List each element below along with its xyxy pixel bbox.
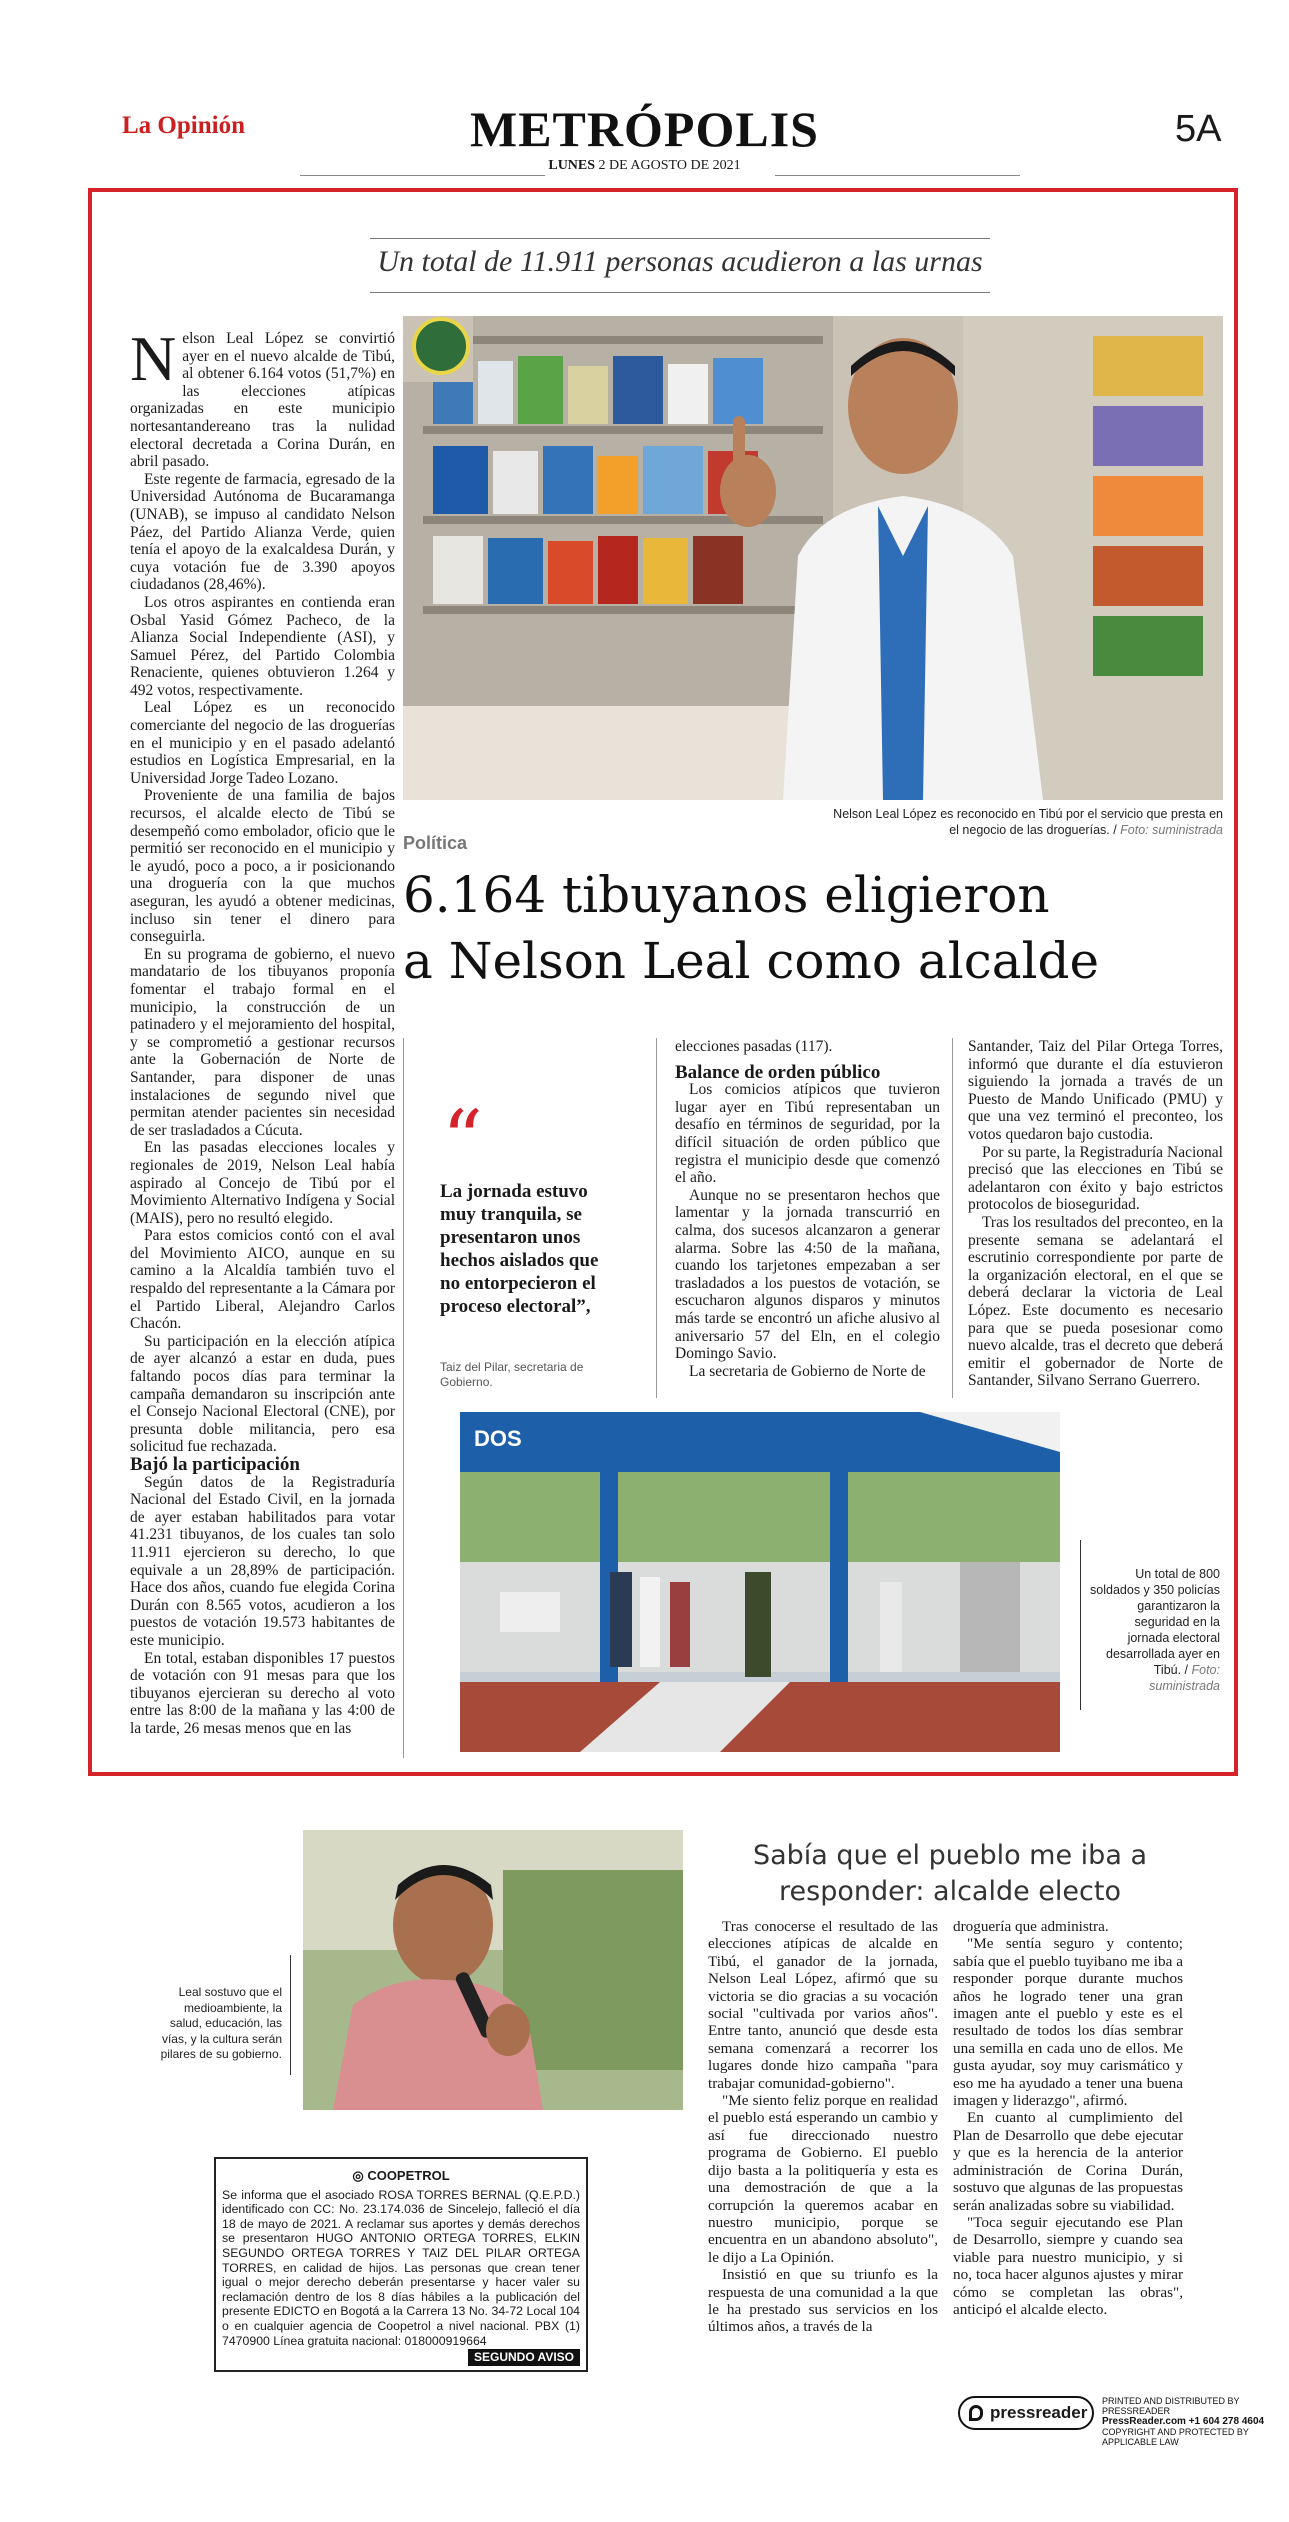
- paragraph: elecciones pasadas (117).: [675, 1038, 833, 1055]
- newspaper-logo: La Opinión: [122, 112, 245, 139]
- second-column-2: [953, 1918, 1183, 2318]
- legal-notice: [214, 2157, 588, 2372]
- pressreader-line-2: PressReader.com +1 604 278 4604: [1102, 2416, 1265, 2427]
- drop-cap: N: [130, 323, 177, 394]
- article-column-1: [130, 323, 395, 1738]
- mayor-photo-caption: Leal sostuvo que el medioambiente, la salud, educación, las vías, y la cultura serán pilares de su gobierno.: [160, 1985, 282, 2061]
- pressreader-icon: [969, 2405, 983, 2421]
- notice-text: Se informa que el asociado ROSA TORRES BERNAL (Q.E.P.D.) identificado con CC: No. 23.174.036 de Sincelejo, falleció el día 18 de mayo de 2021. A reclamar sus aportes y demás derechos se presentaron HUGO ANTONIO ORTEGA TORRES, ELKIN SEGUNDO ORTEGA TORRES Y TAIZ DEL PILAR ORTEGA TORRES, en calidad de hijos. Las personas que crean tener igual o mejor derecho deberán presentarse y hacer valer su reclamación dentro de los 8 días hábiles a la publicación del presente EDICTO en Bogotá a la Carrera 13 No. 34-72 Local 104 o en cualquier agencia de Coopetrol a nivel nacional. PBX (1) 7470900 Línea gratuita nacional: 018000919664: [222, 2187, 580, 2348]
- paragraph: Para estos comicios contó con el aval del Movimiento AICO, aunque en su camino a la Alcaldía también tuvo el respaldo del representante a la Cámara por el Partido Liberal, Alejandro Carlos Chacón.: [130, 1227, 395, 1333]
- pressreader-info: [1102, 2396, 1284, 2447]
- second-headline: Sabía que el pueblo me iba a responder: alcalde electo: [752, 1840, 1147, 1907]
- paragraph: En total, estaban disponibles 17 puestos de votación con 91 mesas para que los tibuyanos ejercieran su derecho al voto entre las 8:00 de la mañana y las 4:00 de la tarde, 26 mesas menos que en las: [130, 1649, 395, 1737]
- page-number: 5A: [1175, 108, 1222, 150]
- polling-station-photo: [460, 1412, 1060, 1752]
- paragraph: Leal López es un reconocido comerciante del negocio de las droguerías en el municipio y en el pasado adelantó estudios en Logística Empresarial, en la Universidad Jorge Tadeo Lozano.: [130, 699, 395, 787]
- article-column-2: [675, 1038, 940, 1380]
- kicker-rule-top: [370, 238, 990, 239]
- notice-tag: SEGUNDO AVISO: [468, 2349, 580, 2366]
- paragraph: En cuanto al cumplimiento del Plan de Desarrollo que debe ejecutar y que es la herencia de la anterior administración de Corina Durán, sostuvo que algunas de las propuestas serán analizadas sobre su viabilidad.: [953, 2109, 1183, 2214]
- pressreader-line-1: PRINTED AND DISTRIBUTED BY PRESSREADER: [1102, 2396, 1240, 2416]
- second-column-1: [708, 1918, 938, 2336]
- building-sign: DOS: [474, 1426, 522, 1451]
- headline: [403, 862, 1223, 994]
- paragraph: Los comicios atípicos que tuvieron lugar ayer en Tibú representaban un desafío en términos de seguridad, por la difícil situación de orden público que registra el municipio desde que comenzó el año.: [675, 1081, 940, 1187]
- masthead-rule-left: [300, 175, 545, 176]
- photo-credit: Foto: suministrada: [1120, 823, 1223, 837]
- masthead-rule-right: [775, 175, 1020, 176]
- paragraph: Tras los resultados del preconteo, en la presente semana se adelantará el escrutinio correspondiente por parte de la organización electoral, en el que se deberá declarar la victoria de Leal López. Este documento es necesario para que se pueda posesionar como nuevo alcalde, tras el decreto que deberá emitir el gobernador de Norte de Santander, Silvano Serrano Guerrero.: [968, 1213, 1223, 1390]
- headline-line-2: a Nelson Leal como alcalde: [403, 932, 1100, 990]
- mayor-photo-illustration: [303, 1830, 683, 2110]
- pull-quote: La jornada estuvo muy tranquila, se presentaron unos hechos aislados que no entorpecieron el proceso electoral”,: [440, 1181, 599, 1317]
- quote-mark: “: [442, 1093, 483, 1186]
- quote-credit: Taiz del Pilar, secretaria de Gobierno.: [440, 1360, 584, 1389]
- paragraph: En las pasadas elecciones locales y regionales de 2019, Nelson Leal había aspirado al Concejo de Tibú por el Movimiento Alternativo Indígena y Social (MAIS), pero no resultó elegido.: [130, 1139, 395, 1227]
- subhead-participation: Bajó la participación: [130, 1454, 300, 1475]
- caption-text: Nelson Leal López es reconocido en Tibú por el servicio que presta en el negocio de las droguerías.: [833, 807, 1223, 837]
- paragraph-text: elson Leal López se convirtió ayer en el nuevo alcalde de Tibú, al obtener 6.164 votos (51,7%) en las elecciones atípicas organizadas en este municipio nortesantandereano tras la nulidad electoral decretada a Corina Durán, en abril pasado.: [130, 330, 395, 471]
- quote-rule: [403, 1038, 404, 1758]
- paragraph: Su participación en la elección atípica de ayer alcanzó a estar en duda, pues faltando pocos días para terminar la campaña demandaron su inscripción ante el Consejo Nacional Electoral (CNE), por presunta doble militancia, pero esa solicitud fue rechazada.: [130, 1332, 395, 1456]
- pressreader-line-3: COPYRIGHT AND PROTECTED BY APPLICABLE LAW: [1102, 2427, 1249, 2447]
- date-day: LUNES: [548, 158, 596, 173]
- subhead-public-order: Balance de orden público: [675, 1061, 881, 1083]
- paragraph: Proveniente de una familia de bajos recursos, el alcalde electo de Tibú se desempeñó como embolador, oficio que le permitió ser reconocido en el municipio y le ayudó, poco a poco, a ir posicionando una droguería con la que muchos aseguran, les ayudó a obtener medicinas, incluso sin tener el dinero para conseguirla.: [130, 787, 395, 946]
- date-rest: 2 DE AGOSTO DE 2021: [598, 158, 741, 173]
- pressreader-logo[interactable]: [958, 2396, 1094, 2430]
- section-label: Política: [403, 833, 468, 853]
- main-photo: [403, 316, 1223, 800]
- notice-brand-text: COOPETROL: [367, 2168, 450, 2183]
- coopetrol-icon: ◎: [352, 2168, 364, 2183]
- column-rule: [952, 1038, 953, 1398]
- paragraph: "Me siento feliz porque en realidad el pueblo está esperando un cambio y así fue direccionado nuestro programa de Gobierno. El pueblo dijo basta a la politiquería y esta es una demostración de que a la corrupción la queremos acabar en nuestro municipio, porque se encuentra en un abandono absoluto", le dijo a La Opinión.: [708, 2092, 938, 2266]
- photo-credit: Foto: suministrada: [1149, 1663, 1220, 1693]
- pharmacy-photo-illustration: [403, 316, 1223, 800]
- headline-line-1: 6.164 tibuyanos eligieron: [403, 866, 1050, 924]
- paragraph: Los otros aspirantes en contienda eran Osbal Yasid Gómez Pacheco, de la Alianza Social Independiente (ASI), y Samuel Pérez, del Partido Colombia Renaciente, quienes obtuvieron 1.264 y 492 votos, respectivamente.: [130, 593, 395, 699]
- kicker: Un total de 11.911 personas acudieron a las urnas: [377, 245, 983, 278]
- caption-text: Un total de 800 soldados y 350 policías garantizaron la seguridad en la jornada electoral desarrollada ayer en Tibú.: [1090, 1567, 1220, 1677]
- issue-date: [0, 158, 1289, 174]
- paragraph-lead: [130, 323, 395, 471]
- paragraph: Aunque no se presentaron hechos que lamentar y la jornada transcurrió en calma, dos sucesos alcanzaron a generar alarma. Sobre las 4:50 de la mañana, cuando los tarjetones empezaban a ser trasladados a los puestos de votación, se escucharon algunos disparos y minutos más tarde se encontró un afiche alusivo al aniversario 57 del Eln, en el colegio Domingo Savio.: [675, 1186, 940, 1363]
- mayor-photo: [303, 1830, 683, 2110]
- section-title: METRÓPOLIS: [470, 101, 819, 157]
- kicker-rule-bottom: [370, 292, 990, 293]
- caption-rule: [1080, 1540, 1081, 1710]
- paragraph: "Toca seguir ejecutando ese Plan de Desarrollo, siempre y cuando sea viable para nuestro municipio, y si no, toca hacer algunos ajustes y mirar cómo se completan las obras", anticipó el alcalde electo.: [953, 2213, 1183, 2318]
- polling-photo-illustration: [460, 1412, 1060, 1752]
- notice-brand: [222, 2169, 580, 2184]
- article-column-3: [968, 1038, 1223, 1390]
- polling-photo-caption: Un total de 800 soldados y 350 policías garantizaron la seguridad en la jornada electoral desarrollada ayer en Tibú. / Foto: suministrada: [1090, 1567, 1220, 1693]
- pressreader-footer[interactable]: [958, 2396, 1286, 2447]
- paragraph: En su programa de gobierno, el nuevo mandatario de los tibuyanos proponía fomentar el trabajo formal en el municipio, la construcción de un patinadero y el mejoramiento del hospital, y se comprometió a gestionar recursos ante la Gobernación de Norte de Santander, para disponer de unas instalaciones de segundo nivel que permitan atender pacientes sin necesidad de ser trasladados a Cúcuta.: [130, 945, 395, 1139]
- paragraph: Tras conocerse el resultado de las elecciones atípicas de alcalde en Tibú, el ganador de la jornada, Nelson Leal López, afirmó que su victoria se dio gracias a su vocación social "cultivada por varios años". Entre tanto, anunció que desde esta semana comenzará a recorrer los lugares donde hizo campaña "para trabajar comunidad-gobierno".: [708, 1918, 938, 2092]
- paragraph: Insistió en que su triunfo es la respuesta de una comunidad a la que le ha prestado sus servicios en los últimos años, a través de la: [708, 2266, 938, 2336]
- caption-rule: [290, 1955, 291, 2075]
- paragraph: Por su parte, la Registraduría Nacional precisó que las elecciones en Tibú se adelantaron con éxito y bajo estrictos protocolos de bioseguridad.: [968, 1143, 1223, 1214]
- main-photo-caption: Nelson Leal López es reconocido en Tibú por el servicio que presta en el negocio de las droguerías. / Foto: suministrada: [833, 807, 1223, 837]
- paragraph: Santander, Taiz del Pilar Ortega Torres, informó que durante el día estuvieron siguiendo la jornada a través de un Puesto de Mando Unificado (PMU) y que una vez terminó el preconteo, los votos quedaron bajo custodia.: [968, 1038, 1223, 1143]
- pressreader-logo-text: pressreader: [990, 2403, 1088, 2422]
- paragraph: La secretaria de Gobierno de Norte de: [689, 1362, 926, 1380]
- paragraph: droguería que administra.: [953, 1918, 1109, 1935]
- paragraph: "Me sentía seguro y contento; sabía que el pueblo tuyibano me iba a responder porque durante muchos años he logrado tener una gran imagen ante el pueblo y este es el resultado de todos los días sembrar una semilla en cada uno de ellos. Me gusta ayudar, soy muy carismático y eso me ha ayudado a tener una buena imagen y liderazgo", afirmó.: [953, 1935, 1183, 2110]
- paragraph: Según datos de la Registraduría Nacional del Estado Civil, en la jornada de ayer estaban habilitados para votar 41.231 tibuyanos, de los cuales tan solo 11.911 ejercieron su derecho, lo que equivale a un 28,89% de participación. Hace dos años, cuando fue elegida Corina Durán con 8.565 votos, acudieron a los puestos de votación 19.573 habitantes de este municipio.: [130, 1473, 395, 1649]
- column-rule: [656, 1038, 657, 1398]
- paragraph: Este regente de farmacia, egresado de la Universidad Autónoma de Bucaramanga (UNAB), se impuso al candidato Nelson Páez, del Partido Alianza Verde, quien tenía el apoyo de la exalcaldesa Durán, y cuya votación fue de 3.390 apoyos ciudadanos (28,46%).: [130, 470, 395, 594]
